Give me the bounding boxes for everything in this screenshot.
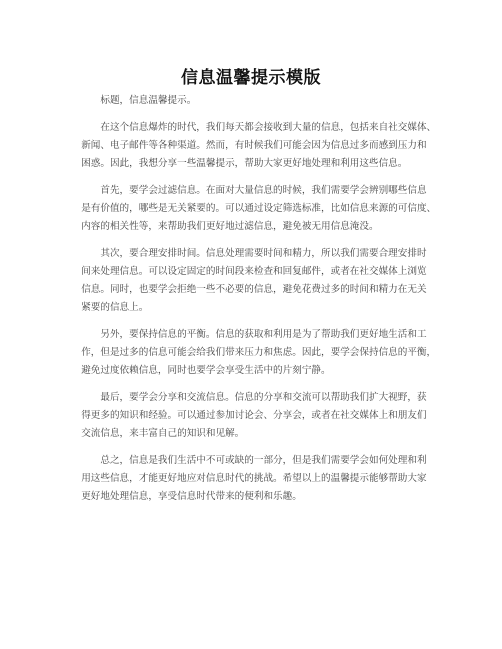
paragraph-time-management: [62, 245, 442, 317]
paragraph-line: 是有价值的，哪些是无关紧要的。可以通过设定筛选标准，比如信息来源的可信度、: [81, 203, 437, 214]
paragraph-line: 首先，要学会过滤信息。在面对大量信息的时候，我们需要学会辨别哪些信息: [100, 185, 427, 196]
paragraph-line: 内容的相关性等，来帮助我们更好地过滤信息，避免被无用信息淹没。: [81, 221, 379, 232]
paragraph-line: 用这些信息，才能更好地应对信息时代的挑战。希望以上的温馨提示能够帮助大家: [81, 473, 427, 484]
paragraph-line: 作，但是过多的信息可能会给我们带来压力和焦虑。因此，要学会保持信息的平衡，: [81, 347, 437, 358]
document-title: 信息温馨提示模版: [181, 68, 321, 88]
document-body: [62, 92, 442, 515]
paragraph-line: 另外，要保持信息的平衡。信息的获取和利用是为了帮助我们更好地生活和工: [100, 329, 427, 340]
paragraph-line: 总之，信息是我们生活中不可或缺的一部分，但是我们需要学会如何处理和利: [100, 455, 427, 466]
paragraph-line: 信息。同时，也要学会拒绝一些不必要的信息，避免花费过多的时间和精力在无关: [81, 284, 427, 295]
paragraph-filter-information: [62, 182, 442, 236]
paragraph-line: 其次，要合理安排时间。信息处理需要时间和精力，所以我们需要合理安排时: [100, 248, 427, 259]
paragraph-background: [62, 119, 442, 173]
paragraph-intro: [62, 92, 442, 110]
paragraph-line: 新闻、电子邮件等各种渠道。然而，有时候我们可能会因为信息过多而感到压力和: [81, 140, 427, 151]
paragraph-conclusion: [62, 452, 442, 506]
paragraph-line: 最后，要学会分享和交流信息。信息的分享和交流可以帮助我们扩大视野，获: [100, 392, 427, 403]
paragraph-line: 得更多的知识和经验。可以通过参加讨论会、分享会，或者在社交媒体上和朋友们: [81, 410, 427, 421]
paragraph-information-balance: [62, 326, 442, 380]
paragraph-line: 交流信息，来丰富自己的知识和见解。: [81, 428, 245, 439]
paragraph-line: 困惑。因此，我想分享一些温馨提示，帮助大家更好地处理和利用这些信息。: [81, 158, 408, 169]
paragraph-line: 避免过度依赖信息，同时也要学会享受生活中的片刻宁静。: [81, 365, 331, 376]
paragraph-share-information: [62, 389, 442, 443]
paragraph-line: 标题，信息温馨提示。: [100, 95, 197, 106]
paragraph-line: 间来处理信息。可以设定固定的时间段来检查和回复邮件，或者在社交媒体上浏览: [81, 266, 427, 277]
paragraph-line: 紧要的信息上。: [81, 302, 149, 313]
paragraph-line: 更好地处理信息，享受信息时代带来的便利和乐趣。: [81, 491, 302, 502]
paragraph-line: 在这个信息爆炸的时代，我们每天都会接收到大量的信息，包括来自社交媒体、: [100, 122, 437, 133]
